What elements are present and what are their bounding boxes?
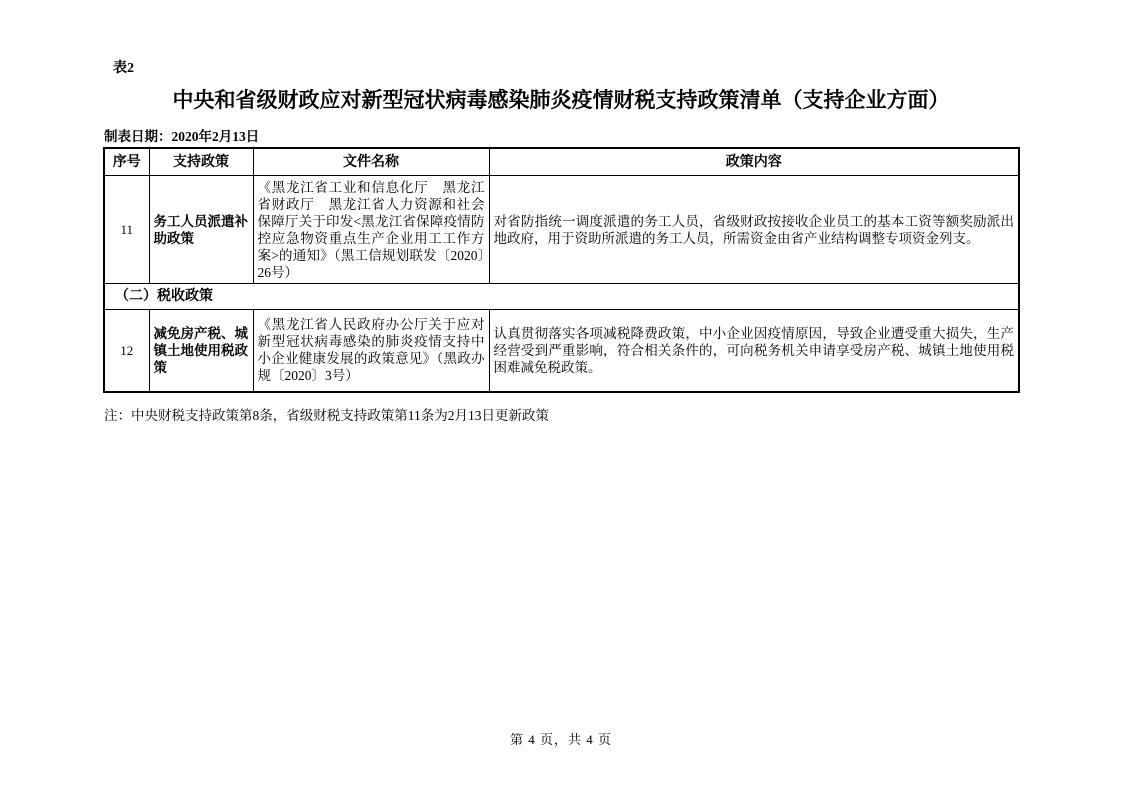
- header-no: 序号: [104, 148, 149, 176]
- policy-table: [103, 147, 1020, 393]
- cell-policy: 减免房产税、城镇土地使用税政策: [149, 310, 253, 392]
- header-policy: 支持政策: [149, 148, 253, 176]
- header-document: 文件名称: [253, 148, 489, 176]
- table-row: [104, 310, 1019, 392]
- cell-content: 对省防指统一调度派遣的务工人员，省级财政按接收企业员工的基本工资等额奖励派出地政府，用于资助所派遣的务工人员，所需资金由省产业结构调整专项资金列支。: [489, 176, 1019, 284]
- table-row: [104, 176, 1019, 284]
- page-footer: 第 4 页，共 4 页: [509, 732, 612, 747]
- cell-policy: 务工人员派遣补助政策: [149, 176, 253, 284]
- cell-no: 11: [104, 176, 149, 284]
- cell-content: 认真贯彻落实各项减税降费政策，中小企业因疫情原因，导致企业遭受重大损失，生产经营受到严重影响，符合相关条件的，可向税务机关申请享受房产税、城镇土地使用税困难减免税政策。: [489, 310, 1019, 392]
- table-header-row: [104, 148, 1019, 176]
- date-line: 制表日期：2020年2月13日: [104, 129, 260, 144]
- note-line: 注：中央财税支持政策第8条，省级财税支持政策第11条为2月13日更新政策: [104, 408, 549, 423]
- page-title: 中央和省级财政应对新型冠状病毒感染肺炎疫情财税支持政策清单（支持企业方面）: [172, 88, 950, 112]
- cell-document: 《黑龙江省工业和信息化厅 黑龙江省财政厅 黑龙江省人力资源和社会保障厅关于印发<黑龙江省保障疫情防控应急物资重点生产企业用工工作方案>的通知》（黑工信规划联发〔2020〕26号）: [253, 176, 489, 284]
- cell-no: 12: [104, 310, 149, 392]
- section-row: [104, 284, 1019, 310]
- table-label: 表2: [113, 61, 134, 76]
- cell-document: 《黑龙江省人民政府办公厅关于应对新型冠状病毒感染的肺炎疫情支持中小企业健康发展的政策意见》（黑政办规〔2020〕3号）: [253, 310, 489, 392]
- section-label: （二）税收政策: [104, 284, 1019, 310]
- header-content: 政策内容: [489, 148, 1019, 176]
